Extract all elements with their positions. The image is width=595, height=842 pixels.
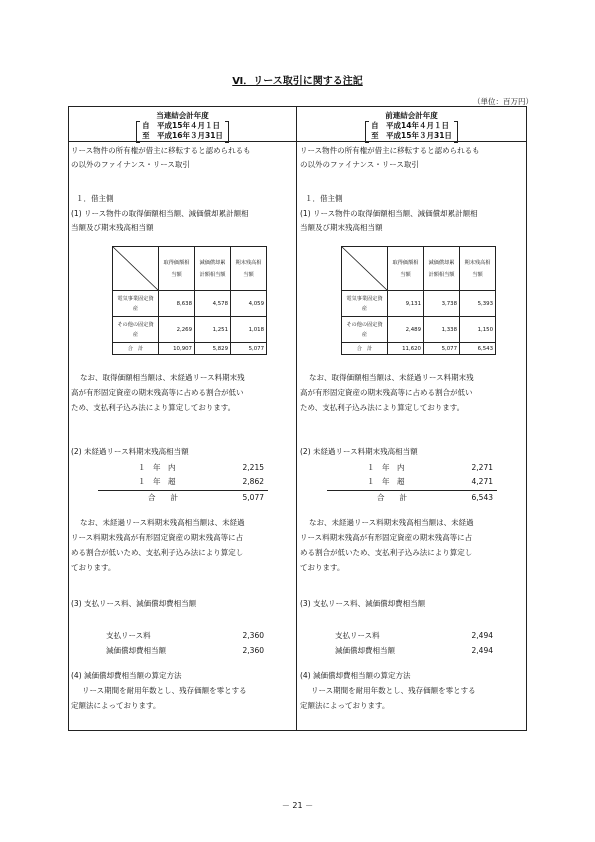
row-label: 電気事業固定資産 — [342, 291, 388, 317]
row-label: 支払リース料 — [106, 631, 151, 640]
page-number: － 21 － — [281, 801, 314, 810]
cell-value: 1,018 — [231, 317, 267, 343]
method-line: リース期間を耐用年数とし、残存価額を零とする — [311, 686, 476, 695]
row-label: １ 年 超 — [138, 477, 176, 486]
note-line: なお、未経過リース料期末残高相当額は、未経過 — [309, 518, 474, 527]
note-line: ため、支払利子込み法により算定しております。 — [71, 403, 236, 412]
total-value: 5,077 — [242, 493, 264, 502]
intro-line: リース物件の所有権が借主に移転すると認められるも — [71, 146, 251, 155]
subsection-heading: 当額及び期末残高相当額 — [71, 223, 154, 232]
cell-value: 1,338 — [424, 317, 460, 343]
note-line: リース料期末残高が有形固定資産の期末残高等に占 — [300, 533, 473, 542]
note-line: なお、取得価額相当額は、未経過リース料期末残 — [309, 373, 474, 382]
table-corner-cell — [113, 247, 159, 291]
section-heading: (2) 未経過リース料期末残高相当額 — [71, 447, 189, 456]
cell-value: 2,489 — [388, 317, 424, 343]
row-value: 2,271 — [471, 463, 493, 472]
subsection-heading: (1) リース物件の取得価額相当額、減価償却累計額相 — [71, 209, 249, 218]
period-from: 自 平成15年４月１日 — [142, 121, 220, 130]
cell-value: 5,077 — [231, 343, 267, 355]
lease-asset-table — [112, 246, 267, 355]
row-label: 合 計 — [113, 343, 159, 355]
row-label: １ 年 超 — [367, 477, 405, 486]
row-label: 合 計 — [342, 343, 388, 355]
cell-value: 8,638 — [159, 291, 195, 317]
row-label: 支払リース料 — [335, 631, 380, 640]
row-value: 2,494 — [471, 631, 493, 640]
total-value: 6,543 — [471, 493, 493, 502]
total-label: 合 計 — [377, 493, 407, 502]
cell-value: 6,543 — [460, 343, 496, 355]
row-label: その他の固定資産 — [113, 317, 159, 343]
table-header-row — [113, 247, 267, 291]
table-row — [342, 291, 496, 317]
column-header — [297, 111, 526, 141]
note-line: ております。 — [300, 563, 345, 572]
cell-value: 3,738 — [424, 291, 460, 317]
unit-label: （単位：百万円） — [473, 97, 533, 106]
cell-value: 5,393 — [460, 291, 496, 317]
cell-value: 10,907 — [159, 343, 195, 355]
cell-value: 4,059 — [231, 291, 267, 317]
cell-value: 2,269 — [159, 317, 195, 343]
row-value: 2,360 — [242, 646, 264, 655]
table-row — [113, 291, 267, 317]
note-line: める割合が低いため、支払利子込み法により算定し — [71, 548, 244, 557]
note-line: 高が有形固定資産の期末残高等に占める割合が低い — [300, 388, 473, 397]
fiscal-year-label: 当連結会計年度 — [156, 111, 209, 120]
period-to: 至 平成15年３月31日 — [371, 131, 452, 140]
note-line: める割合が低いため、支払利子込み法により算定し — [300, 548, 473, 557]
method-line: リース期間を耐用年数とし、残存価額を零とする — [82, 686, 247, 695]
cell-value: 5,829 — [195, 343, 231, 355]
previous-year-column — [297, 106, 526, 731]
cell-value: 5,077 — [424, 343, 460, 355]
current-year-column — [68, 106, 297, 731]
header-cell: 取得価額相当額 — [388, 247, 424, 291]
fiscal-period — [367, 121, 456, 141]
section-heading: (2) 未経過リース料期末残高相当額 — [300, 447, 418, 456]
cell-value: 11,620 — [388, 343, 424, 355]
header-cell: 減価償却累計額相当額 — [195, 247, 231, 291]
cell-value: 9,131 — [388, 291, 424, 317]
table-total-row — [113, 343, 267, 355]
row-value: 2,215 — [242, 463, 264, 472]
note-line: リース料期末残高が有形固定資産の期末残高等に占 — [71, 533, 244, 542]
header-cell: 期末残高相当額 — [460, 247, 496, 291]
row-label: １ 年 内 — [138, 463, 176, 472]
section-heading: １．借主側 — [305, 194, 343, 203]
subsection-heading: (1) リース物件の取得価額相当額、減価償却累計額相 — [300, 209, 478, 218]
method-line: 定額法によっております。 — [71, 701, 161, 710]
table-total-row — [342, 343, 496, 355]
section-heading: (3) 支払リース料、減価償却費相当額 — [71, 599, 197, 608]
row-value: 4,271 — [471, 477, 493, 486]
cell-value: 1,150 — [460, 317, 496, 343]
row-label: 減価償却費相当額 — [106, 646, 166, 655]
column-header — [68, 111, 297, 141]
row-label: １ 年 内 — [367, 463, 405, 472]
method-line: 定額法によっております。 — [300, 701, 390, 710]
header-cell: 期末残高相当額 — [231, 247, 267, 291]
header-cell: 減価償却累計額相当額 — [424, 247, 460, 291]
subsection-heading: 当額及び期末残高相当額 — [300, 223, 383, 232]
note-line: なお、取得価額相当額は、未経過リース料期末残 — [80, 373, 245, 382]
section-heading: (4) 減価償却費相当額の算定方法 — [300, 671, 411, 680]
intro-line: の以外のファイナンス・リース取引 — [71, 160, 190, 169]
period-to: 至 平成16年３月31日 — [142, 131, 223, 140]
note-line: なお、未経過リース料期末残高相当額は、未経過 — [80, 518, 245, 527]
table-row — [342, 317, 496, 343]
section-heading: (4) 減価償却費相当額の算定方法 — [71, 671, 182, 680]
note-line: 高が有形固定資産の期末残高等に占める割合が低い — [71, 388, 244, 397]
intro-line: の以外のファイナンス・リース取引 — [300, 160, 419, 169]
lease-asset-table — [341, 246, 496, 355]
table-corner-cell — [342, 247, 388, 291]
fiscal-year-label: 前連結会計年度 — [385, 111, 438, 120]
cell-value: 4,578 — [195, 291, 231, 317]
intro-line: リース物件の所有権が借主に移転すると認められるも — [300, 146, 480, 155]
cell-value: 1,251 — [195, 317, 231, 343]
header-cell: 取得価額相当額 — [159, 247, 195, 291]
section-heading: (3) 支払リース料、減価償却費相当額 — [300, 599, 426, 608]
total-label: 合 計 — [148, 493, 178, 502]
table-header-row — [342, 247, 496, 291]
row-value: 2,862 — [242, 477, 264, 486]
section-heading: １．借主側 — [76, 194, 114, 203]
row-label: 減価償却費相当額 — [335, 646, 395, 655]
note-line: ております。 — [71, 563, 116, 572]
row-value: 2,494 — [471, 646, 493, 655]
note-line: ため、支払利子込み法により算定しております。 — [300, 403, 465, 412]
fiscal-period — [138, 121, 227, 141]
row-value: 2,360 — [242, 631, 264, 640]
row-label: その他の固定資産 — [342, 317, 388, 343]
page-title: Ⅵ．リース取引に関する注記 — [232, 76, 363, 87]
period-from: 自 平成14年４月１日 — [371, 121, 449, 130]
table-row — [113, 317, 267, 343]
row-label: 電気事業固定資産 — [113, 291, 159, 317]
